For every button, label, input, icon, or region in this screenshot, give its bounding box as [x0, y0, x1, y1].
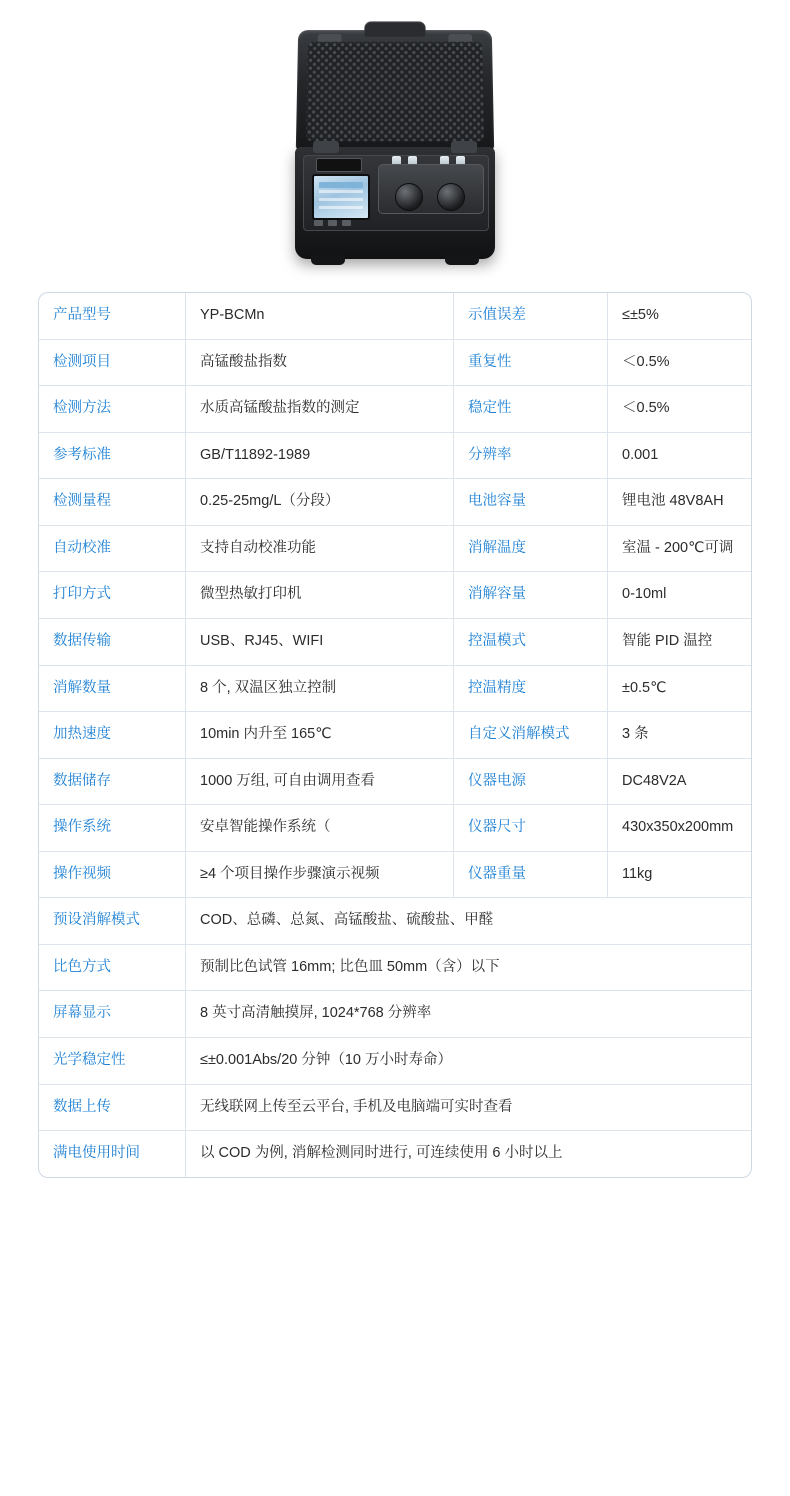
table-row — [39, 898, 752, 945]
table-row — [39, 618, 752, 665]
panel-button-icon — [342, 220, 351, 226]
spec-key: 稳定性 — [454, 386, 608, 433]
spec-value: 微型热敏打印机 — [186, 572, 454, 619]
spec-value: ＜0.5% — [608, 386, 753, 433]
base-latch-right-icon — [451, 141, 477, 153]
spec-value: ≥4 个项目操作步骤演示视频 — [186, 851, 454, 898]
case-base-icon — [295, 147, 495, 259]
table-row — [39, 1131, 752, 1177]
spec-key: 检测方法 — [39, 386, 186, 433]
spec-key: 数据传输 — [39, 618, 186, 665]
case-handle-icon — [364, 21, 425, 37]
case-lid-icon — [296, 30, 494, 151]
spec-value: DC48V2A — [608, 758, 753, 805]
spec-key: 仪器重量 — [454, 851, 608, 898]
reactor-knob-icon — [437, 183, 465, 211]
case-foam-icon — [306, 42, 484, 142]
spec-value: 智能 PID 温控 — [608, 618, 753, 665]
reactor-block-icon — [378, 164, 484, 214]
spec-key: 重复性 — [454, 339, 608, 386]
table-row — [39, 1038, 752, 1085]
spec-key: 消解数量 — [39, 665, 186, 712]
table-row — [39, 293, 752, 339]
spec-key: 消解温度 — [454, 525, 608, 572]
panel-button-icon — [314, 220, 323, 226]
spec-key: 打印方式 — [39, 572, 186, 619]
product-case-illustration — [295, 21, 495, 271]
spec-key: 产品型号 — [39, 293, 186, 339]
spec-key: 操作视频 — [39, 851, 186, 898]
spec-key: 屏幕显示 — [39, 991, 186, 1038]
instrument-control-panel — [303, 155, 489, 231]
table-row — [39, 525, 752, 572]
spec-value: ＜0.5% — [608, 339, 753, 386]
spec-value: 3 条 — [608, 712, 753, 759]
spec-key: 操作系统 — [39, 805, 186, 852]
panel-button-row — [314, 220, 351, 226]
table-row — [39, 339, 752, 386]
table-row — [39, 1084, 752, 1131]
table-row — [39, 479, 752, 526]
reactor-knob-icon — [395, 183, 423, 211]
spec-value: 0.001 — [608, 432, 753, 479]
spec-value: 0.25-25mg/L（分段） — [186, 479, 454, 526]
panel-display-icon — [316, 158, 362, 172]
spec-key: 检测量程 — [39, 479, 186, 526]
spec-value: 1000 万组, 可自由调用查看 — [186, 758, 454, 805]
spec-key: 消解容量 — [454, 572, 608, 619]
case-foot-right-icon — [445, 255, 479, 265]
table-row — [39, 851, 752, 898]
spec-key: 自定义消解模式 — [454, 712, 608, 759]
table-row — [39, 386, 752, 433]
spec-key: 示值误差 — [454, 293, 608, 339]
spec-key: 满电使用时间 — [39, 1131, 186, 1177]
case-foot-left-icon — [311, 255, 345, 265]
table-row — [39, 805, 752, 852]
spec-value: COD、总磷、总氮、高锰酸盐、硫酸盐、甲醛 — [186, 898, 753, 945]
table-row — [39, 432, 752, 479]
spec-value: 室温 - 200℃可调 — [608, 525, 753, 572]
spec-key: 电池容量 — [454, 479, 608, 526]
table-row — [39, 758, 752, 805]
spec-key: 数据储存 — [39, 758, 186, 805]
digestion-reactor-icon — [378, 156, 482, 236]
spec-value: 以 COD 为例, 消解检测同时进行, 可连续使用 6 小时以上 — [186, 1131, 753, 1177]
table-row — [39, 991, 752, 1038]
spec-value: 8 英寸高清触摸屏, 1024*768 分辨率 — [186, 991, 753, 1038]
spec-value: 无线联网上传至云平台, 手机及电脑端可实时查看 — [186, 1084, 753, 1131]
spec-key: 控温模式 — [454, 618, 608, 665]
spec-value: 安卓智能操作系统（ — [186, 805, 454, 852]
spec-key: 加热速度 — [39, 712, 186, 759]
spec-value: 支持自动校准功能 — [186, 525, 454, 572]
spec-key: 比色方式 — [39, 944, 186, 991]
touchscreen-icon — [312, 174, 370, 220]
table-row — [39, 712, 752, 759]
product-image-area — [0, 0, 790, 292]
spec-key: 仪器尺寸 — [454, 805, 608, 852]
base-latch-left-icon — [313, 141, 339, 153]
spec-value: 水质高锰酸盐指数的测定 — [186, 386, 454, 433]
spec-value: 0-10ml — [608, 572, 753, 619]
spec-key: 自动校准 — [39, 525, 186, 572]
spec-value: 10min 内升至 165℃ — [186, 712, 454, 759]
table-row — [39, 944, 752, 991]
spec-value: 高锰酸盐指数 — [186, 339, 454, 386]
table-row — [39, 665, 752, 712]
spec-value: GB/T11892-1989 — [186, 432, 454, 479]
spec-value: 8 个, 双温区独立控制 — [186, 665, 454, 712]
panel-button-icon — [328, 220, 337, 226]
spec-value: 预制比色试管 16mm; 比色皿 50mm（含）以下 — [186, 944, 753, 991]
specification-table — [39, 293, 752, 1177]
spec-value: ≤±0.001Abs/20 分钟（10 万小时寿命） — [186, 1038, 753, 1085]
spec-value: ±0.5℃ — [608, 665, 753, 712]
specification-table-wrapper — [38, 292, 752, 1178]
spec-key: 预设消解模式 — [39, 898, 186, 945]
spec-value: 430x350x200mm — [608, 805, 753, 852]
spec-value: USB、RJ45、WIFI — [186, 618, 454, 665]
spec-key: 参考标准 — [39, 432, 186, 479]
spec-key: 分辨率 — [454, 432, 608, 479]
spec-value: 11kg — [608, 851, 753, 898]
spec-key: 数据上传 — [39, 1084, 186, 1131]
spec-key: 控温精度 — [454, 665, 608, 712]
spec-key: 仪器电源 — [454, 758, 608, 805]
spec-key: 检测项目 — [39, 339, 186, 386]
spec-key: 光学稳定性 — [39, 1038, 186, 1085]
spec-value: 锂电池 48V8AH — [608, 479, 753, 526]
spec-value: YP-BCMn — [186, 293, 454, 339]
table-row — [39, 572, 752, 619]
spec-value: ≤±5% — [608, 293, 753, 339]
